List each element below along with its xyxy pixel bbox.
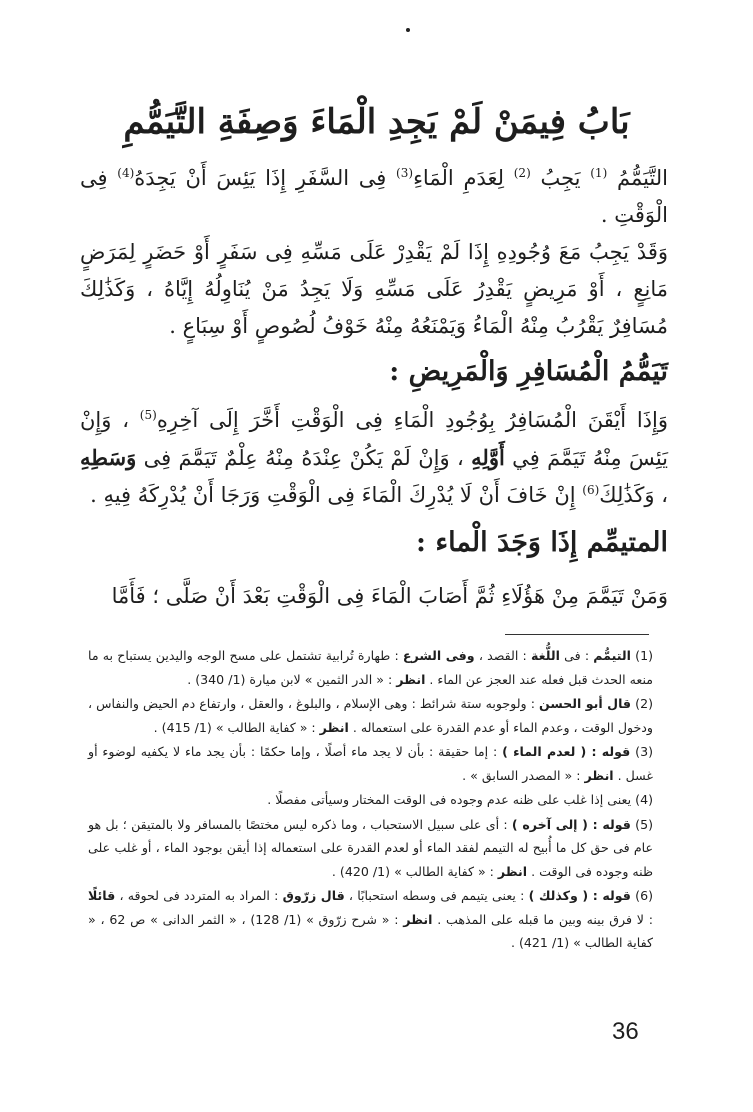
footnote-1	[88, 644, 653, 691]
footnote-separator	[505, 634, 649, 635]
bold-term: قال أبو الحسن	[539, 696, 632, 711]
footnote-3	[88, 740, 653, 787]
footnote-ref: (2)	[513, 166, 531, 180]
footnote-ref: (4)	[117, 166, 135, 180]
text-run: (1)	[630, 648, 654, 663]
paragraph-3	[80, 402, 668, 514]
text-run: لِعَدَمِ الْمَاءِ	[413, 166, 514, 190]
footnote-ref: (5)	[139, 408, 157, 422]
footnote-5	[88, 813, 653, 884]
text-run: إِنْ خَافَ أَنْ لَا يُدْرِكَ الْمَاءَ فِى الْوَقْتِ وَرَجَا أَنْ يُدْرِكَهُ فِيهِ .	[90, 483, 583, 507]
section-heading-traveler-sick: تَيَمُّمُ الْمُسَافِرِ وَالْمَرِيضِ :	[389, 356, 668, 387]
text-run: : طهارة تُرابية تشتمل على مسح الوجه واليدين يستباح به ما منعه الحدث قبل فعله عند العجز عن الماء .	[88, 648, 653, 687]
paragraph-4: وَمَنْ تَيَمَّمَ مِنْ هَؤُلَاءِ ثُمَّ أَصَابَ الْمَاءَ فِى الْوَقْتِ بَعْدَ أَنْ صَلَّى ؛ فَأَمَّا	[111, 584, 668, 608]
footnote-2	[88, 692, 653, 739]
footnote-6	[88, 884, 653, 955]
bold-term: قال زرّوق	[282, 888, 345, 903]
text-run: (5)	[630, 816, 653, 832]
bold-term: قوله : ( لعدم الماء )	[502, 744, 631, 759]
bold-term: قائلًا	[88, 888, 116, 903]
text-run: ، وَإِنْ لَمْ يَكُنْ عِنْدَهُ مِنْهُ عِلْمٌ تَيَمَّمَ فِى	[136, 446, 472, 470]
text-run: (4) يعنى إذا غلب على ظنه عدم وجوده فى الوقت المختار وسيأتى مفصلًا .	[267, 792, 653, 807]
text-run: : لا فرق بينه وبين ما قبله على المذهب .	[432, 911, 653, 927]
text-run: : يعنى يتيمم فى وسطه استحبابًا ،	[344, 888, 529, 903]
text-run: يَجِبُ	[530, 166, 591, 190]
text-run: : « كفاية الطالب » (1/ 420) .	[331, 863, 498, 879]
bold-term: وفى الشرع	[402, 648, 475, 663]
bold-term: اللُّغة	[530, 648, 560, 663]
footnote-4	[88, 788, 653, 812]
footnote-ref: (6)	[582, 483, 600, 497]
bold-term: انظر	[497, 863, 528, 879]
text-run: : القصد ،	[474, 648, 531, 663]
text-run: : « الدر الثمين » لابن ميارة (1/ 340) .	[187, 671, 397, 687]
bold-term: انظر	[403, 911, 433, 927]
text-run: : أى على سبيل الاستحباب ، وما ذكره ليس مختصًا بالمسافر ولا بالمتيقن ؛ بل هو عام فى حق كل ما أُبيح له التيمم لفقد الماء أو لعدم القدرة على استعماله إذا أيقن بوجود الماء ، أو غلب على ظنه وجوده فى الوقت .	[88, 816, 653, 879]
page-number: 36	[612, 1018, 639, 1045]
section-heading-water-found: المتيمِّم إِذَا وَجَدَ الْماء :	[416, 527, 668, 558]
text-run: ، وَكَذَٰلِكَ	[599, 483, 668, 507]
text-run: : إما حقيقة : بأن لا يجد ماء أصلًا ، وإما حكمًا : بأن يجد ماء لا يكفيه لوضوء أو غسل .	[88, 744, 653, 783]
bold-term: قوله : ( وكذلك )	[528, 888, 631, 903]
bold-term: انظر	[319, 719, 349, 735]
text-run: التَّيَمُّمُ	[607, 166, 669, 190]
paragraph-2	[80, 234, 668, 345]
bold-term: قوله : ( إلى آخره )	[511, 816, 631, 832]
text-run: وَإِذَا أَيْقَنَ الْمُسَافِرُ بِوُجُودِ الْمَاءِ فِى الْوَقْتِ أَخَّرَ إِلَى آخِرِهِ	[156, 408, 668, 432]
top-dot-mark	[406, 28, 410, 32]
bold-term: أَوَّلِهِ	[471, 445, 505, 470]
text-run: ، وَإِنْ يَئِسَ مِنْهُ تَيَمَّمَ فِي	[80, 408, 668, 470]
text-run: : المراد به المتردد فى لحوقه ،	[115, 888, 283, 903]
bold-term: انظر	[396, 671, 426, 687]
footnotes	[88, 644, 653, 956]
footnote-ref: (1)	[590, 166, 608, 180]
bold-term: التيمُّم	[593, 648, 631, 663]
text-run: فِى السَّفَرِ إِذَا يَئِسَ أَنْ يَجِدَهُ	[134, 166, 397, 190]
chapter-title: بَابُ فِيمَنْ لَمْ يَجِدِ الْمَاءَ وَصِفَةِ التَّيَمُّمِ	[123, 102, 630, 142]
text-run: فِى الْوَقْتِ .	[80, 166, 668, 227]
bold-term: وَسَطِهِ	[80, 445, 137, 470]
paragraph-1	[80, 160, 668, 234]
text-run: وَقَدْ يَجِبُ مَعَ وُجُودِهِ إِذَا لَمْ يَقْدِرْ عَلَى مَسِّهِ فِى سَفَرٍ أَوْ حَضَرٍ لِمَرَضٍ مَانِعٍ ، أَوْ مَرِيضٍ يَقْدِرُ عَلَى مَسِّهِ وَلَا يَجِدُ مَنْ يُنَاوِلُهُ إِيَّاهُ ، وَكَذَٰلِكَ مُسَافِرٌ يَقْرُبُ مِنْهُ الْمَاءُ وَيَمْنَعُهُ مِنْهُ خَوْفُ لُصُوصٍ أَوْ سِبَاعٍ .	[80, 240, 668, 338]
text-run: : « شرح زرّوق » (1/ 128) ، « الثمر الدانى » ص 62 ، « كفاية الطالب » (1/ 421) .	[88, 911, 653, 950]
text-run: : « كفاية الطالب » (1/ 415) .	[153, 719, 320, 735]
text-run: (6)	[630, 888, 654, 903]
text-run: : « المصدر السابق » .	[462, 767, 585, 783]
text-run: : ولوجوبه ستة شرائط : وهى الإسلام ، والبلوغ ، والعقل ، وارتفاع دم الحيض والنفاس ، ودخول الوقت ، وعدم الماء أو عدم القدرة على استعماله .	[88, 696, 653, 735]
text-run: (3)	[630, 744, 653, 759]
footnote-ref: (3)	[396, 166, 414, 180]
text-run: : فى	[559, 648, 594, 663]
bold-term: انظر	[584, 767, 614, 783]
text-run: (2)	[631, 696, 653, 711]
